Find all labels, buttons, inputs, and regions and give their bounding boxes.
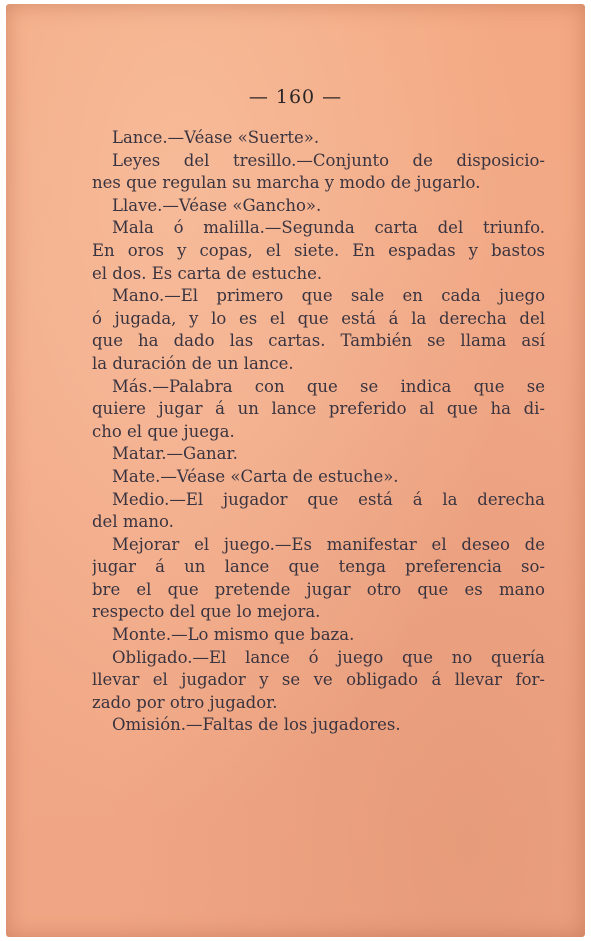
text-line: bre el que pretende jugar otro que es mano xyxy=(92,579,545,599)
glossary-entry xyxy=(108,624,545,647)
glossary-entry xyxy=(108,466,545,489)
text-line: Monte.—Lo mismo que baza. xyxy=(112,625,355,645)
glossary-entry xyxy=(92,489,545,534)
text-line: Medio.—El jugador que está á la derecha xyxy=(112,489,545,509)
text-line: que ha dado las cartas. También se llama así xyxy=(92,331,545,351)
text-line: Mala ó malilla.—Segunda carta del triunfo. xyxy=(112,218,545,238)
text-line: respecto del que lo mejora. xyxy=(92,602,321,622)
text-line: quiere jugar á un lance preferido al que ha di- xyxy=(92,399,545,419)
text-line: Matar.—Ganar. xyxy=(112,444,238,464)
text-line: la duración de un lance. xyxy=(92,353,294,373)
text-line: nes que regulan su marcha y modo de jugarlo. xyxy=(92,173,481,193)
glossary-entry xyxy=(92,534,545,624)
text-line: Más.—Palabra con que se indica que se xyxy=(112,376,545,396)
glossary-entry xyxy=(92,150,545,195)
glossary-entry xyxy=(92,217,545,285)
text-line: Lance.—Véase «Suerte». xyxy=(112,128,320,147)
text-line: jugar á un lance que tenga preferencia so- xyxy=(92,557,545,577)
glossary-text xyxy=(92,127,545,737)
text-line: del mano. xyxy=(92,512,174,532)
text-line: En oros y copas, el siete. En espadas y bastos xyxy=(92,240,545,260)
text-line: Mano.—El primero que sale en cada juego xyxy=(112,286,545,306)
text-line: llevar el jugador y se ve obligado á llevar for- xyxy=(92,670,545,690)
text-line: zado por otro jugador. xyxy=(92,692,278,712)
glossary-entry xyxy=(108,714,545,737)
text-line: Obligado.—El lance ó juego que no quería xyxy=(112,647,545,667)
text-line: Mejorar el juego.—Es manifestar el deseo de xyxy=(112,534,545,554)
page-number: — 160 — xyxy=(248,86,343,108)
glossary-entry xyxy=(108,443,545,466)
glossary-entry xyxy=(92,285,545,375)
glossary-entry xyxy=(108,127,545,150)
text-line: ó jugada, y lo es el que está á la derecha del xyxy=(92,308,545,328)
text-line: cho el que juega. xyxy=(92,421,235,441)
glossary-entry xyxy=(108,195,545,218)
text-line: Omisión.—Faltas de los jugadores. xyxy=(112,715,401,735)
book-page xyxy=(6,4,585,937)
glossary-entry xyxy=(92,376,545,444)
text-line: el dos. Es carta de estuche. xyxy=(92,263,323,283)
glossary-entry xyxy=(92,647,545,715)
text-line: Mate.—Véase «Carta de estuche». xyxy=(112,466,399,486)
text-line: Llave.—Véase «Gancho». xyxy=(112,195,322,215)
text-line: Leyes del tresillo.—Conjunto de disposicio- xyxy=(112,150,545,170)
